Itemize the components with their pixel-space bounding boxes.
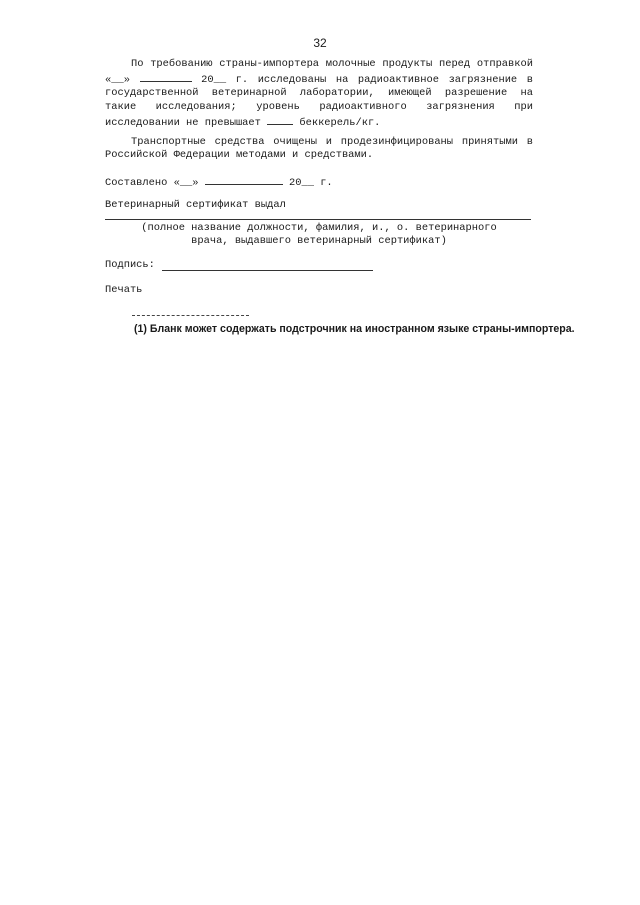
page-number: 32 xyxy=(313,36,327,50)
footnote: (1) Бланк может содержать подстрочник на иностранном языке страны-импортера. xyxy=(134,323,575,335)
transport-paragraph: Транспортные средства очищены и продезинфицированы принятыми в Российской Федерации методами и средствами. xyxy=(105,136,533,162)
signature-line xyxy=(162,270,373,271)
radioactivity-paragraph xyxy=(105,58,533,130)
footnote-separator xyxy=(132,315,249,316)
certificate-issued-label: Ветеринарный сертификат выдал xyxy=(105,199,286,211)
seal-label: Печать xyxy=(105,284,143,296)
composed-suffix: 20__ г. xyxy=(282,177,333,189)
issuer-caption-line1: (полное название должности, фамилия, и., о. ветеринарного xyxy=(141,222,497,234)
radioactivity-text-start: По требованию страны-импортера молочные продукты перед отправкой «__» xyxy=(105,58,533,87)
composed-month-blank xyxy=(205,174,283,185)
issuer-name-line xyxy=(105,219,531,220)
signature-label: Подпись: xyxy=(105,259,155,271)
composed-line xyxy=(105,174,333,190)
dispatch-month-blank xyxy=(140,71,192,82)
issuer-caption-line2: врача, выдавшего ветеринарный сертификат) xyxy=(191,235,447,247)
becquerel-value-blank xyxy=(267,114,293,125)
radioactivity-text-end: беккерель/кг. xyxy=(293,116,381,129)
radioactivity-text-middle: 20__ г. исследованы на радиоактивное загрязнение в государственной ветеринарной лаборатории, имеющей разрешение на такие исследования; уровень радиоактивного загрязнения при исследовании не превышает xyxy=(105,74,533,129)
composed-prefix: Составлено «__» xyxy=(105,177,205,189)
